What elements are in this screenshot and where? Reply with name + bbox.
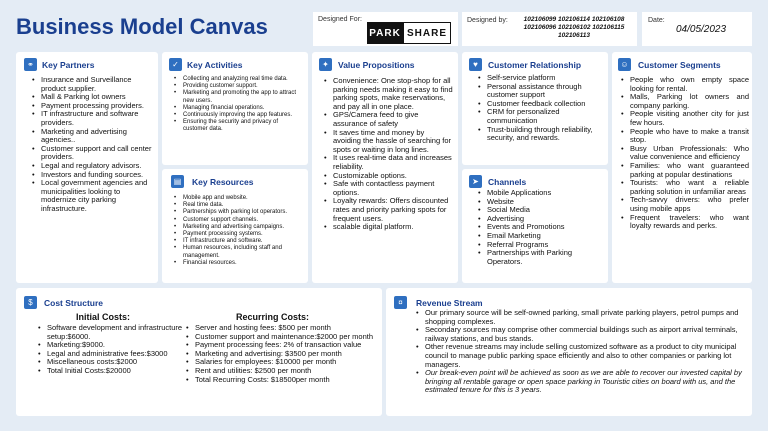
logo-park: PARK — [367, 22, 403, 44]
list-item: • Website — [478, 198, 606, 207]
list-item: • Secondary sources may comprise other commercial buildings such as airport arrival terminals, railway stations, and bus stands. — [416, 326, 746, 343]
customer-segments-list — [621, 76, 749, 231]
list-item: • Payment processing systems. — [174, 231, 304, 238]
list-item: • Marketing and advertising agencies.. — [32, 128, 154, 145]
revenue-stream-list — [416, 309, 746, 395]
designed-for-label: Designed For: — [318, 16, 362, 23]
customer-relationship-list — [478, 74, 606, 143]
key-partners-title: Key Partners — [42, 60, 95, 70]
list-item: • Legal and regulatory advisors. — [32, 162, 154, 171]
resources-icon: ▤ — [171, 175, 184, 188]
list-item: • Customizable options. — [324, 172, 454, 181]
recurring-costs-list — [186, 324, 376, 384]
list-item: • It uses real-time data and increases reliability. — [324, 154, 454, 171]
gift-icon: ✦ — [319, 58, 332, 71]
list-item: • Loyalty rewards: Offers discounted rates and priority parking spots for frequent users. — [324, 197, 454, 223]
list-item: • Customer support and call center providers. — [32, 145, 154, 162]
link-icon: ⚭ — [24, 58, 37, 71]
list-item: • Busy Urban Professionals: Who value convenience and efficiency — [621, 145, 749, 162]
key-resources-panel — [162, 169, 308, 283]
customer-segments-title: Customer Segments — [638, 60, 721, 70]
list-item: • Marketing and promoting the app to attract new users. — [174, 90, 304, 104]
channels-panel — [462, 169, 608, 283]
canvas-title: Business Model Canvas — [16, 14, 268, 39]
list-item: • Managing financial operations. — [174, 105, 304, 112]
checklist-icon: ✓ — [169, 58, 182, 71]
initial-costs-title: Initial Costs: — [76, 312, 131, 322]
list-item: • Server and hosting fees: $500 per month — [186, 324, 376, 333]
list-item: • Providing customer support. — [174, 83, 304, 90]
list-item: • Marketing:$9000. — [38, 341, 188, 350]
list-item: • Financial resources. — [174, 260, 304, 267]
customer-relationship-panel — [462, 52, 608, 165]
revenue-icon: ¤ — [394, 296, 407, 309]
list-item: • Human resources, including staff and management. — [174, 245, 304, 259]
list-item: • Advertising — [478, 215, 606, 224]
list-item: • Mall & Parking lot owners — [32, 93, 154, 102]
customer-segments-panel — [612, 52, 752, 283]
key-resources-list — [174, 195, 304, 267]
list-item: • GPS/Camera feed to give assurance of safety — [324, 111, 454, 128]
list-item: • Partnerships with Parking Operators. — [478, 249, 606, 266]
list-item: • Customer feedback collection — [478, 100, 606, 109]
list-item: • Malls, Parking lot owners and company parking. — [621, 93, 749, 110]
designed-by-ids: 102106099 102106114 102106108 102106096 102106102 102106115 102106113 — [523, 16, 625, 39]
date-value: 04/05/2023 — [676, 24, 727, 35]
list-item: • Events and Promotions — [478, 223, 606, 232]
list-item: • Other revenue streams may include selling customized software as a product to city municipal council to manage public parking space efficiently and also to other companies or parking lot managers. — [416, 343, 746, 369]
date-label: Date: — [648, 17, 665, 24]
list-item: • Safe with contactless payment options. — [324, 180, 454, 197]
list-item: • Local government agencies and municipalities looking to modernize city parking infrastructure. — [32, 179, 154, 213]
designed-by-box — [462, 12, 637, 46]
list-item: • Trust-building through reliability, security, and rewards. — [478, 126, 606, 143]
list-item: • IT infrastructure and software providers. — [32, 110, 154, 127]
list-item: • Rent and utilities: $2500 per month — [186, 367, 376, 376]
list-item: • Partnerships with parking lot operators. — [174, 209, 304, 216]
list-item: • Tourists: who want a reliable parking solution in unfamiliar areas — [621, 179, 749, 196]
list-item: • Email Marketing — [478, 232, 606, 241]
key-activities-list — [174, 76, 304, 134]
value-propositions-title: Value Propositions — [338, 60, 415, 70]
list-item: • Total Recurring Costs: $18500per month — [186, 376, 376, 385]
truck-icon: ➤ — [469, 175, 482, 188]
list-item: • IT infrastructure and software. — [174, 238, 304, 245]
revenue-stream-panel — [386, 288, 752, 416]
list-item: • Payment processing fees: 2% of transaction value — [186, 341, 376, 350]
list-item: • Total Initial Costs:$20000 — [38, 367, 188, 376]
list-item: • Marketing and advertising campaigns. — [174, 224, 304, 231]
list-item: • Real time data. — [174, 202, 304, 209]
list-item: • Tech-savvy drivers: who prefer using mobile apps — [621, 196, 749, 213]
list-item: • Insurance and Surveillance product supplier. — [32, 76, 154, 93]
list-item: • Ensuring the security and privacy of customer data. — [174, 119, 304, 133]
list-item: • scalable digital platform. — [324, 223, 454, 232]
list-item: • Marketing and advertising: $3500 per month — [186, 350, 376, 359]
list-item: • Convenience: One stop-shop for all parking needs making it easy to find parking spots, make reservations, and pay all in one place. — [324, 77, 454, 111]
list-item: • People who have to make a transit stop. — [621, 128, 749, 145]
list-item: • People who own empty space looking for rental. — [621, 76, 749, 93]
logo-share: SHARE — [403, 22, 451, 44]
users-icon: ☺ — [618, 58, 631, 71]
value-propositions-panel — [312, 52, 458, 283]
list-item: • Mobile Applications — [478, 189, 606, 198]
cost-structure-title: Cost Structure — [44, 298, 104, 308]
value-propositions-list — [324, 77, 454, 232]
list-item: • Customer support channels. — [174, 217, 304, 224]
key-activities-panel — [162, 52, 308, 165]
designed-by-label: Designed by: — [467, 17, 508, 24]
list-item: • Frequent travelers: who want loyalty rewards and perks. — [621, 214, 749, 231]
list-item: • It saves time and money by avoiding the hassle of searching for spots or waiting in long lines. — [324, 129, 454, 155]
list-item: • Referral Programs — [478, 241, 606, 250]
list-item: • Families: who want guaranteed parking at popular destinations — [621, 162, 749, 179]
cost-structure-panel — [16, 288, 382, 416]
list-item: • Social Media — [478, 206, 606, 215]
channels-title: Channels — [488, 177, 527, 187]
list-item: • Investors and funding sources. — [32, 171, 154, 180]
list-item: • Legal and administrative fees:$3000 — [38, 350, 188, 359]
recurring-costs-title: Recurring Costs: — [236, 312, 310, 322]
revenue-stream-title: Revenue Stream — [416, 298, 483, 308]
list-item: • CRM for personalized communication — [478, 108, 606, 125]
list-item: • Payment processing providers. — [32, 102, 154, 111]
list-item: • Our break-even point will be achieved as soon as we are able to recover our invested capital by bringing all rentable garage or open space parking in Touristic cities on board with us, and the estimated tenure for this is 3 years. — [416, 369, 746, 395]
channels-list — [478, 189, 606, 266]
list-item: • People visiting another city for just few hours. — [621, 110, 749, 127]
list-item: • Our primary source will be self-owned parking, small private parking players, petrol pumps and shopping complexes. — [416, 309, 746, 326]
key-activities-title: Key Activities — [187, 60, 243, 70]
list-item: • Continuously improving the app features. — [174, 112, 304, 119]
list-item: • Miscellaneous costs:$2000 — [38, 358, 188, 367]
list-item: • Collecting and analyzing real time data. — [174, 76, 304, 83]
money-icon: $ — [24, 296, 37, 309]
relationship-icon: ♥ — [469, 58, 482, 71]
customer-relationship-title: Customer Relationship — [488, 60, 582, 70]
list-item: • Mobile app and website. — [174, 195, 304, 202]
key-partners-list — [32, 76, 154, 214]
initial-costs-list — [38, 324, 188, 376]
list-item: • Software development and infrastructure setup:$6000. — [38, 324, 188, 341]
list-item: • Self-service platform — [478, 74, 606, 83]
key-resources-title: Key Resources — [192, 177, 254, 187]
date-box — [642, 12, 752, 46]
list-item: • Personal assistance through customer support — [478, 83, 606, 100]
list-item: • Salaries for employees: $10000 per month — [186, 358, 376, 367]
list-item: • Customer support and maintenance:$2000 per month — [186, 333, 376, 342]
key-partners-panel — [16, 52, 158, 283]
